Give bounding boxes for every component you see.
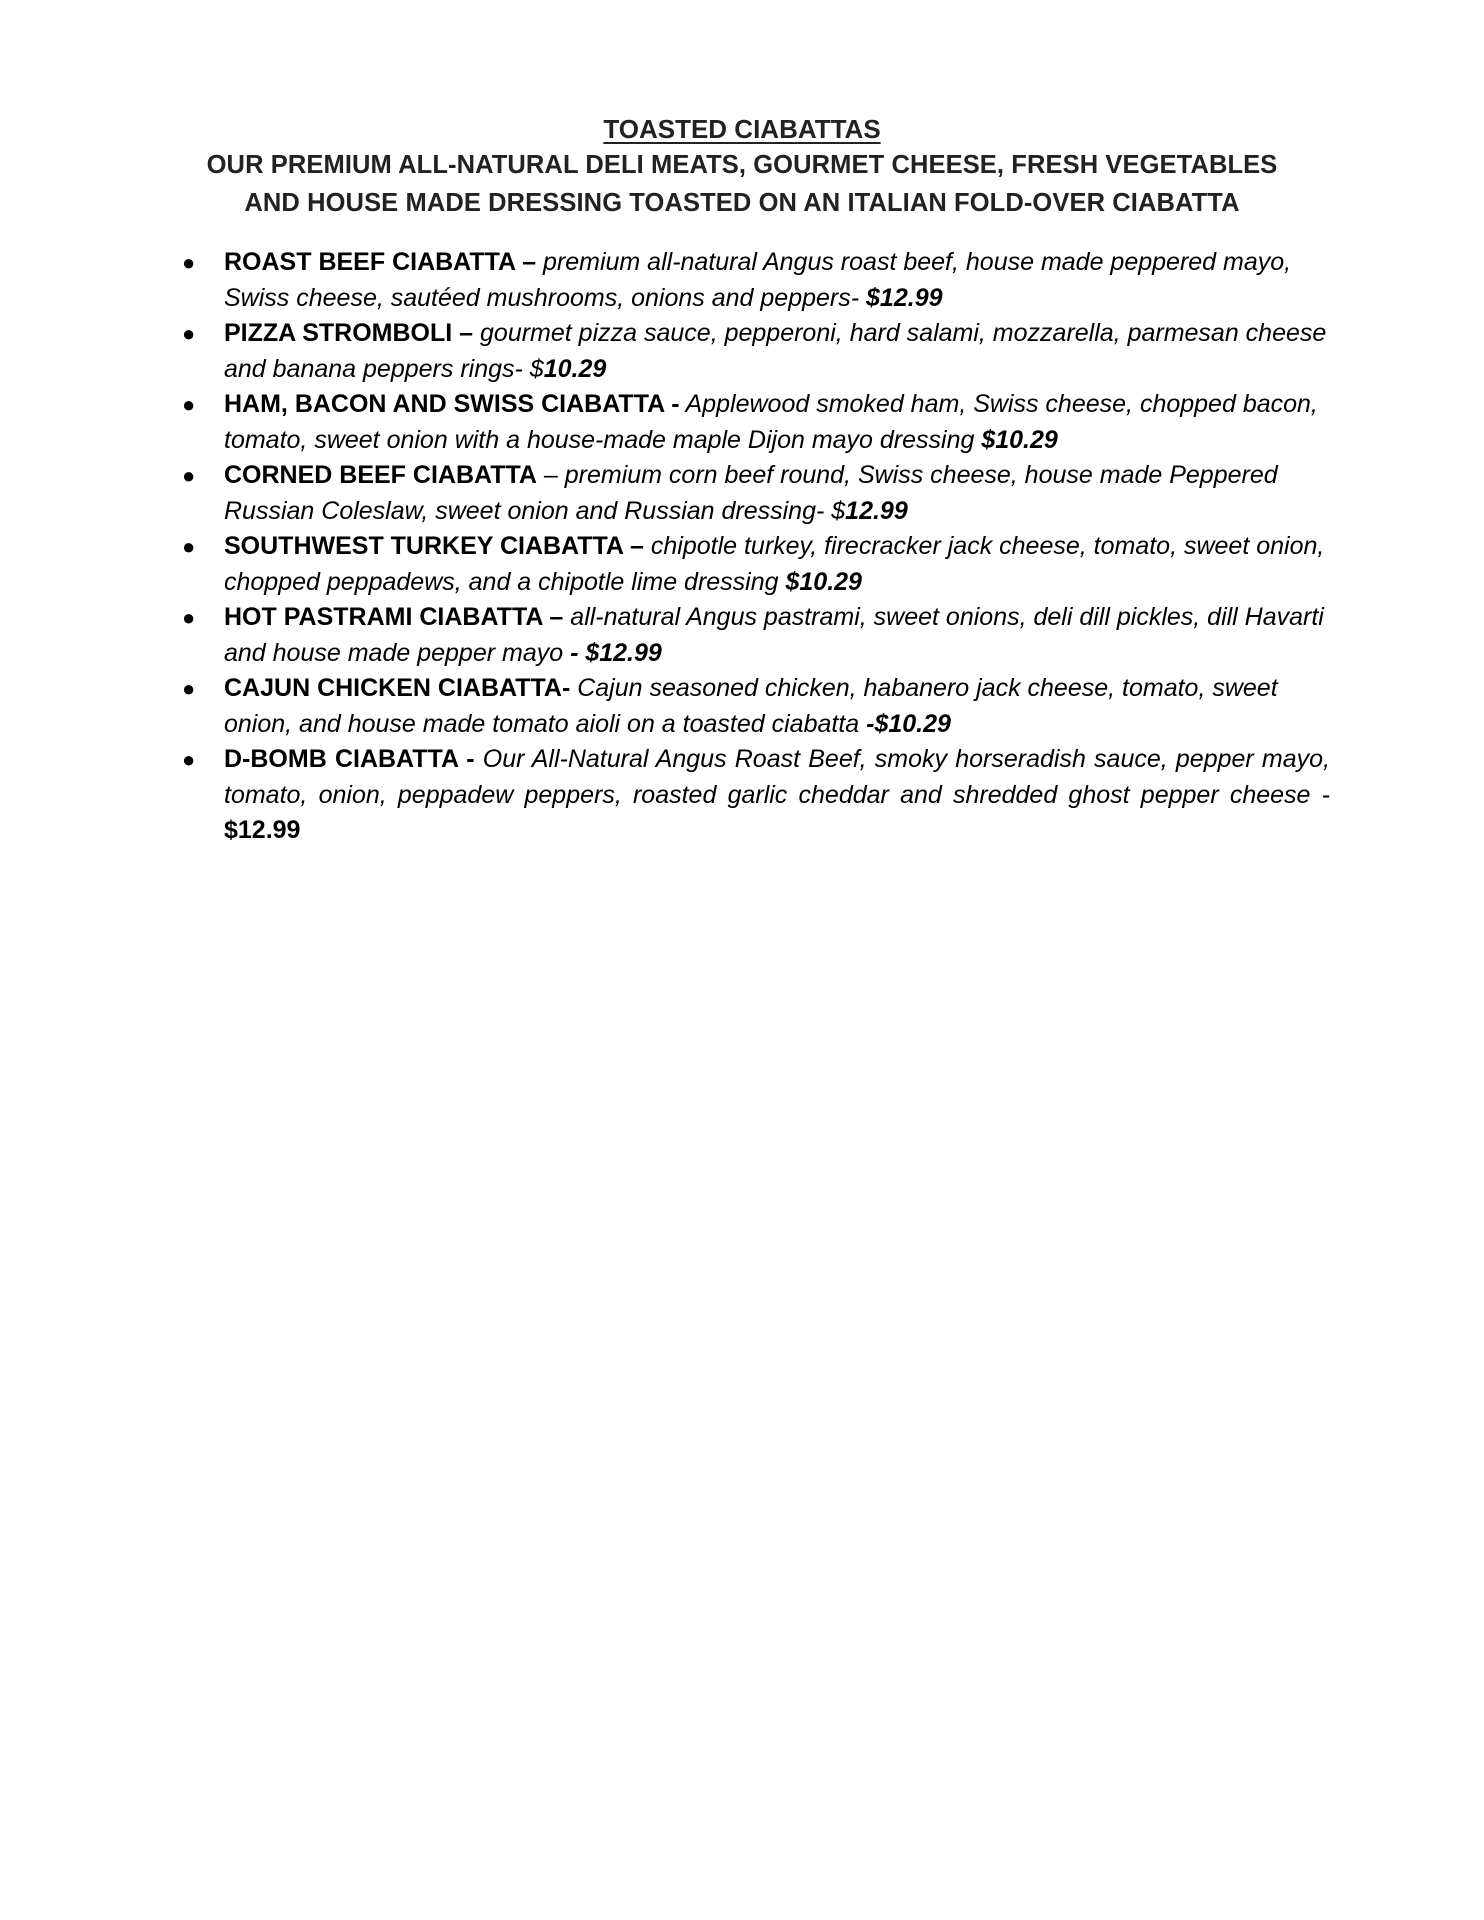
menu-item-price: - $12.99 <box>570 638 662 667</box>
menu-item-name: CAJUN CHICKEN CIABATTA- <box>224 674 571 702</box>
menu-item-price: 12.99 <box>845 496 908 525</box>
menu-item-price: -$10.29 <box>866 709 951 738</box>
menu-item-description: Applewood smoked ham, Swiss cheese, chopped bacon, tomato, sweet onion with a house-made maple Dijon mayo dressing <box>224 390 1318 454</box>
bullet-icon: ● <box>182 321 196 346</box>
bullet-icon: ● <box>182 250 196 275</box>
menu-header <box>180 112 1304 222</box>
menu-item-price: $10.29 <box>785 567 862 596</box>
menu-item-name: CORNED BEEF CIABATTA <box>224 461 537 489</box>
section-subtitle-line-1: OUR PREMIUM ALL-NATURAL DELI MEATS, GOURMET CHEESE, FRESH VEGETABLES <box>206 151 1278 179</box>
menu-item-name: HAM, BACON AND SWISS CIABATTA - <box>224 390 680 418</box>
menu-item-corned-beef <box>180 458 1330 529</box>
bullet-icon: ● <box>182 747 196 772</box>
bullet-icon: ● <box>182 605 196 630</box>
menu-item-price: $12.99 <box>866 283 943 312</box>
bullet-icon: ● <box>182 534 196 559</box>
menu-item-d-bomb <box>180 742 1330 849</box>
ciabatta-menu-list <box>180 245 1330 849</box>
menu-item-description: premium all-natural Angus roast beef, house made peppered mayo, Swiss cheese, sautéed mushrooms, onions and peppers- <box>224 248 1292 312</box>
menu-item-description: Cajun seasoned chicken, habanero jack cheese, tomato, sweet onion, and house made tomato aioli on a toasted ciabatta <box>224 674 1278 738</box>
menu-item-roast-beef <box>180 245 1330 316</box>
menu-item-name: SOUTHWEST TURKEY CIABATTA – <box>224 532 644 560</box>
menu-item-description: – premium corn beef round, Swiss cheese, house made Peppered Russian Coleslaw, sweet onion and Russian dressing- $ <box>224 461 1278 525</box>
menu-item-southwest-turkey <box>180 529 1330 600</box>
menu-item-name: D-BOMB CIABATTA - <box>224 745 475 773</box>
menu-item-price: $10.29 <box>981 425 1058 454</box>
bullet-icon: ● <box>182 463 196 488</box>
menu-item-description: gourmet pizza sauce, pepperoni, hard salami, mozzarella, parmesan cheese and banana peppers rings- $ <box>224 319 1327 383</box>
menu-item-price: 10.29 <box>543 354 607 383</box>
menu-item-description: all-natural Angus pastrami, sweet onions, deli dill pickles, dill Havarti and house made pepper mayo <box>224 603 1324 667</box>
menu-item-pizza-stromboli <box>180 316 1330 387</box>
menu-item-name: HOT PASTRAMI CIABATTA – <box>224 603 564 631</box>
bullet-icon: ● <box>182 392 196 417</box>
menu-item-name: PIZZA STROMBOLI – <box>224 319 474 347</box>
menu-item-description: chipotle turkey, firecracker jack cheese, tomato, sweet onion, chopped peppadews, and a chipotle lime dressing <box>224 532 1325 596</box>
section-subtitle-line-2: AND HOUSE MADE DRESSING TOASTED ON AN ITALIAN FOLD-OVER CIABATTA <box>244 189 1240 217</box>
menu-item-cajun-chicken <box>180 671 1330 742</box>
menu-item-name: ROAST BEEF CIABATTA – <box>224 248 537 276</box>
menu-item-description: Our All-Natural Angus Roast Beef, smoky horseradish sauce, pepper mayo, tomato, onion, peppadew peppers, roasted garlic cheddar and shredded ghost pepper cheese - <box>224 745 1330 809</box>
bullet-icon: ● <box>182 676 196 701</box>
section-title: TOASTED CIABATTAS <box>603 114 881 144</box>
menu-item-price: $12.99 <box>224 816 301 844</box>
menu-item-ham-bacon-swiss <box>180 387 1330 458</box>
menu-item-hot-pastrami <box>180 600 1330 671</box>
